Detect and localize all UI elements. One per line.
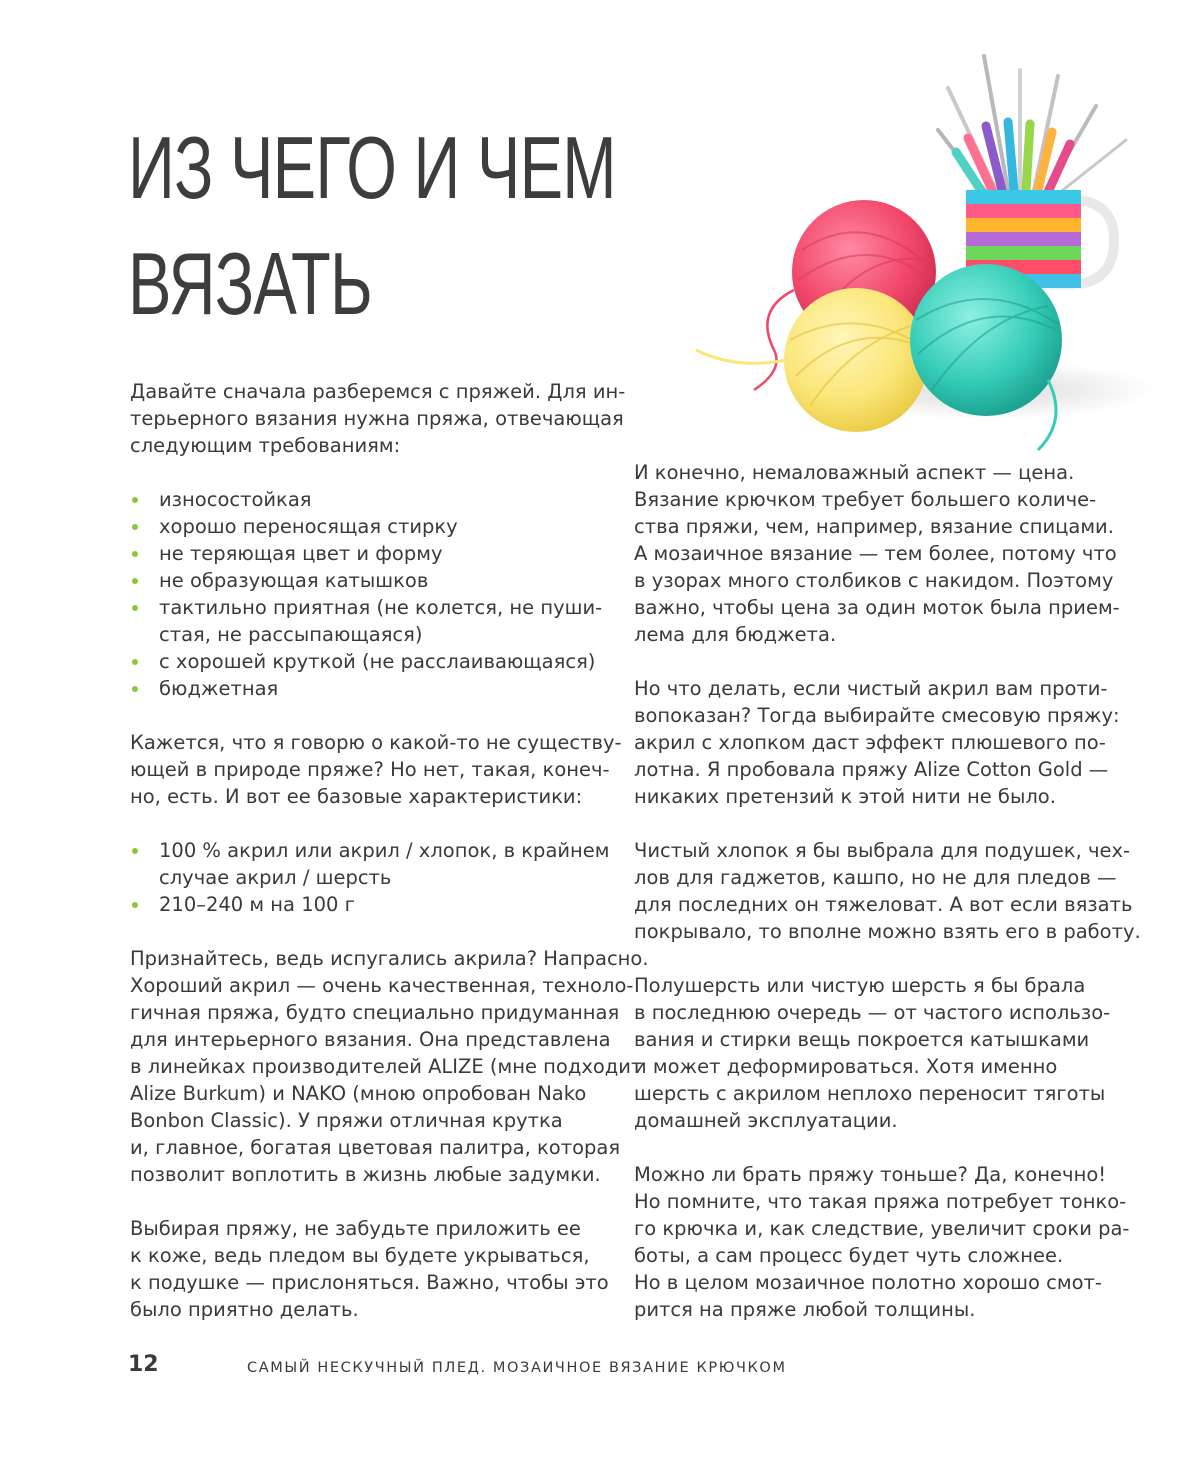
bullet-icon bbox=[132, 551, 138, 557]
text-line: лов для гаджетов, кашпо, но не для пледов — bbox=[634, 866, 1117, 889]
page-number: 12 bbox=[128, 1352, 159, 1377]
text-line: 100 % акрил или акрил / хлопок, в крайнем bbox=[159, 839, 610, 862]
text-line: шерсть с акрилом неплохо переносит тяготы bbox=[634, 1082, 1106, 1105]
text-line: Признайтесь, ведь испугались акрила? Напрасно. bbox=[130, 947, 649, 970]
list-item bbox=[130, 513, 610, 540]
paragraph bbox=[634, 459, 1120, 648]
bullet-icon bbox=[132, 605, 138, 611]
text-line: Хороший акрил — очень качественная, техноло- bbox=[130, 974, 634, 997]
text-line: не образующая катышков bbox=[159, 569, 429, 592]
text-line: хорошо переносящая стирку bbox=[159, 515, 458, 538]
running-footer: САМЫЙ НЕСКУЧНЫЙ ПЛЕД. МОЗАИЧНОЕ ВЯЗАНИЕ КРЮЧКОМ bbox=[247, 1360, 787, 1376]
text-line: лема для бюджета. bbox=[634, 623, 837, 646]
text-line: бюджетная bbox=[159, 677, 279, 700]
text-line: для интерьерного вязания. Она представлена bbox=[130, 1028, 611, 1051]
text-line: никаких претензий к этой нити не было. bbox=[634, 785, 1056, 808]
left-column bbox=[130, 378, 649, 1350]
paragraph bbox=[130, 378, 626, 459]
text-line: случае акрил / шерсть bbox=[159, 866, 392, 889]
paragraph bbox=[634, 1161, 1130, 1323]
text-line: рится на пряже любой толщины. bbox=[634, 1298, 976, 1321]
title-line: ВЯЗАТЬ bbox=[128, 234, 373, 333]
text-line: износостойкая bbox=[159, 488, 312, 511]
text-line: Bonbon Classic). У пряжи отличная крутка bbox=[130, 1109, 563, 1132]
text-line: Вязание крючком требует большего количе- bbox=[634, 488, 1097, 511]
text-line: Чистый хлопок я бы выбрала для подушек, чех- bbox=[634, 839, 1131, 862]
text-line: не теряющая цвет и форму bbox=[159, 542, 443, 565]
text-line: Но помните, что такая пряжа потребует тонко- bbox=[634, 1190, 1127, 1213]
text-line: тактильно приятная (не колется, не пуши- bbox=[159, 596, 603, 619]
page-title bbox=[128, 110, 616, 342]
text-line: было приятно делать. bbox=[130, 1298, 359, 1321]
characteristics-list bbox=[130, 837, 610, 918]
text-line: Давайте сначала разберемся с пряжей. Для ин- bbox=[130, 380, 626, 403]
text-line: боты, а сам процесс будет чуть сложнее. bbox=[634, 1244, 1064, 1267]
text-line: ства пряжи, чем, например, вязание спицами. bbox=[634, 515, 1114, 538]
text-line: в узорах много столбиков с накидом. Поэтому bbox=[634, 569, 1114, 592]
text-line: вопоказан? Тогда выбирайте смесовую пряжу: bbox=[634, 704, 1120, 727]
paragraph bbox=[634, 675, 1120, 810]
text-line: следующим требованиям: bbox=[130, 434, 401, 457]
text-line: терьерного вязания нужна пряжа, отвечающая bbox=[130, 407, 624, 430]
list-item bbox=[130, 648, 610, 675]
text-line: ющей в природе пряже? Но нет, такая, конеч- bbox=[130, 758, 610, 781]
text-line: но, есть. И вот ее базовые характеристики: bbox=[130, 785, 583, 808]
text-line: вания и стирки вещь покроется катышками bbox=[634, 1028, 1090, 1051]
text-line: домашней эксплуатации. bbox=[634, 1109, 898, 1132]
text-line: И конечно, немаловажный аспект — цена. bbox=[634, 461, 1075, 484]
list-item bbox=[130, 675, 610, 702]
list-item bbox=[130, 837, 610, 891]
paragraph bbox=[130, 1215, 610, 1323]
title-line: ИЗ ЧЕГО И ЧЕМ bbox=[128, 118, 616, 217]
text-line: к коже, ведь пледом вы будете укрываться, bbox=[130, 1244, 590, 1267]
bullet-icon bbox=[132, 686, 138, 692]
list-item bbox=[130, 891, 610, 918]
text-line: важно, чтобы цена за один моток была прием- bbox=[634, 596, 1120, 619]
text-line: го крючка и, как следствие, увеличит сроки ра- bbox=[634, 1217, 1130, 1240]
list-item bbox=[130, 540, 610, 567]
text-line: 210–240 м на 100 г bbox=[159, 893, 355, 916]
list-item bbox=[130, 486, 610, 513]
text-line: и, главное, богатая цветовая палитра, которая bbox=[130, 1136, 621, 1159]
text-line: покрывало, то вполне можно взять его в работу. bbox=[634, 920, 1141, 943]
text-line: с хорошей круткой (не расслаивающаяся) bbox=[159, 650, 596, 673]
right-column bbox=[634, 459, 1141, 1350]
bullet-icon bbox=[132, 578, 138, 584]
bullet-icon bbox=[132, 902, 138, 908]
text-line: Кажется, что я говорю о какой-то не существу- bbox=[130, 731, 622, 754]
text-line: в последнюю очередь — от частого использо- bbox=[634, 1001, 1111, 1024]
requirements-list bbox=[130, 486, 610, 702]
text-line: гичная пряжа, будто специально придуманная bbox=[130, 1001, 620, 1024]
text-line: Можно ли брать пряжу тоньше? Да, конечно! bbox=[634, 1163, 1107, 1186]
list-item bbox=[130, 567, 610, 594]
paragraph bbox=[130, 945, 649, 1188]
text-line: лотна. Я пробовала пряжу Alize Cotton Gold — bbox=[634, 758, 1109, 781]
bullet-icon bbox=[132, 848, 138, 854]
text-line: акрил с хлопком даст эффект плюшевого по- bbox=[634, 731, 1106, 754]
text-line: к подушке — прислоняться. Важно, чтобы это bbox=[130, 1271, 609, 1294]
text-line: Полушерсть или чистую шерсть я бы брала bbox=[634, 974, 1086, 997]
paragraph bbox=[634, 837, 1141, 945]
text-line: и может деформироваться. Хотя именно bbox=[634, 1055, 1058, 1078]
list-item bbox=[130, 594, 610, 648]
text-line: Но что делать, если чистый акрил вам проти- bbox=[634, 677, 1108, 700]
bullet-icon bbox=[132, 659, 138, 665]
paragraph bbox=[634, 972, 1114, 1134]
text-line: в линейках производителей ALIZE (мне подходит bbox=[130, 1055, 643, 1078]
text-line: Но в целом мозаичное полотно хорошо смот- bbox=[634, 1271, 1102, 1294]
text-line: стая, не рассыпающаяся) bbox=[159, 623, 423, 646]
text-line: Alize Burkum) и NAKO (мною опробован Nako bbox=[130, 1082, 587, 1105]
text-line: Выбирая пряжу, не забудьте приложить ее bbox=[130, 1217, 581, 1240]
bullet-icon bbox=[132, 497, 138, 503]
text-line: для последних он тяжеловат. А вот если вязать bbox=[634, 893, 1133, 916]
text-line: А мозаичное вязание — тем более, потому что bbox=[634, 542, 1117, 565]
text-line: позволит воплотить в жизнь любые задумки. bbox=[130, 1163, 601, 1186]
bullet-icon bbox=[132, 524, 138, 530]
yarn-balls-and-crochet-hooks-photo bbox=[686, 40, 1156, 460]
paragraph bbox=[130, 729, 622, 810]
